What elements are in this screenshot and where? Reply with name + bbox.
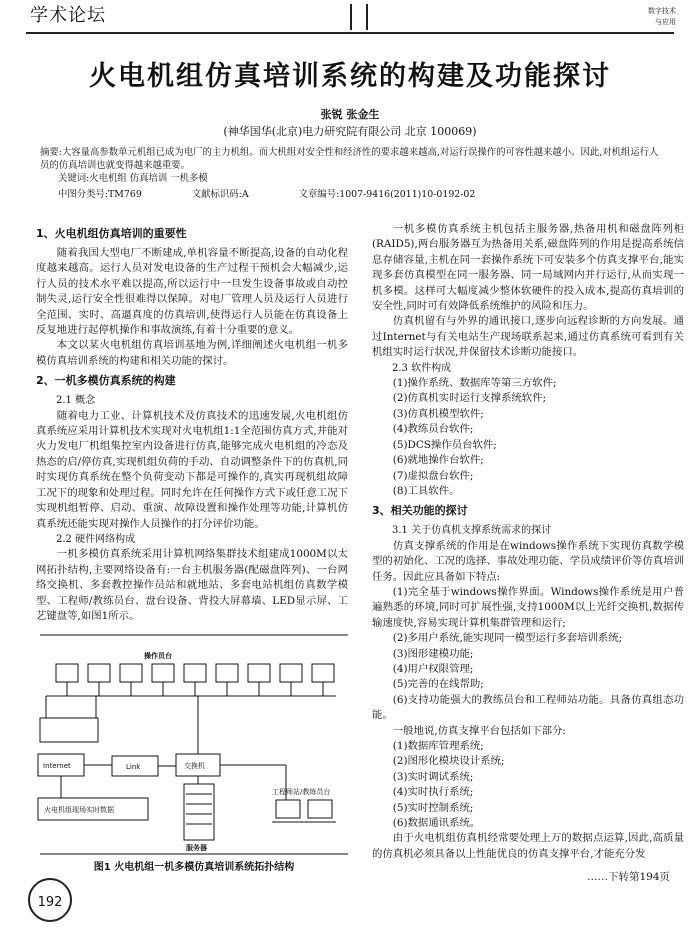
platform-list — [372, 739, 684, 831]
paragraph: 仿真机留有与外界的通讯接口,逐步向远程诊断的方向发展。通过Internet与有关电站生产现场联系起来,通过仿真系统可看到有关机组实时运行状况,并保留技术诊断功能接口。 — [372, 315, 684, 359]
page-number: 192 — [28, 878, 72, 922]
operator-monitor — [56, 664, 78, 682]
list-item: (2)多用户系统,能实现同一模型运行多套培训系统; — [392, 632, 623, 645]
list-item: (4)用户权限管理; — [392, 662, 474, 675]
abstract-text: 摘要:大容量高参数单元机组已成为电厂的主力机组。而大机组对安全性和经济性的要求越来越高,对运行误操作的可容性越来越小。因此,对机组运行人员的仿真培训也就变得越来越重要。 — [40, 147, 659, 171]
continued-note: ……下转第194页 — [586, 871, 670, 883]
list-item: (3)实时调试系统; — [392, 770, 474, 783]
paragraph: (6)支持功能强大的教练员台和工程师站功能。具备仿真组态功能。 — [372, 693, 684, 722]
operator-stations — [56, 664, 334, 682]
header-rule — [26, 32, 674, 34]
operator-monitor — [216, 664, 238, 682]
right-column — [372, 222, 684, 862]
server-rack — [184, 784, 214, 840]
subheading-3-1: 3.1 关于仿真机支撑系统需求的探讨 — [392, 525, 552, 537]
article-number: 文章编号:1007-9416(2011)10-0192-02 — [298, 189, 476, 200]
list-item: (6)就地操作台软件; — [392, 454, 484, 467]
realtime-data-label: 火电机组现场实时数据 — [44, 806, 114, 814]
topology-figure — [36, 632, 352, 858]
switch-label: 交换机 — [184, 762, 205, 770]
list-item: (6)数据通讯系统。 — [392, 817, 481, 830]
section-heading-3: 3、相关功能的探讨 — [372, 504, 468, 518]
instructor-monitor — [308, 800, 332, 818]
list-item: (1)数据库管理系统; — [392, 740, 484, 752]
paragraph: 随着我国大型电厂不断建成,单机容量不断提高,设备的自动化程度越来越高。运行人员对发电设备的生产过程干预机会大幅减少,运行人员的技术水平难以提高,所以运行中一旦发生设备事故或自动控制失灵,运行安全性很难得以保障。对电厂管理人员及运行人员进行全范围、实时、高逼真度的仿真培训,使得运行人员能在仿真设备上反复地进行起停机操作和事故演练,有着十分重要的意义。 — [36, 247, 348, 337]
left-column — [36, 222, 348, 624]
list-item: (5)完善的在线帮助; — [392, 678, 484, 691]
list-item: (1)操作系统、数据库等第三方软件; — [392, 377, 557, 390]
list-item: (3)图形建模功能; — [392, 647, 474, 660]
subheading-2-1: 2.1 概念 — [56, 395, 96, 407]
list-item: (5)DCS操作员台软件; — [392, 438, 497, 451]
logo-bottom-text: 与应用 — [655, 18, 676, 26]
list-item: (2)仿真机实时运行支撑系统软件; — [392, 392, 547, 405]
subheading-2-2: 2.2 硬件网络构成 — [56, 533, 136, 545]
list-item: (5)实时控制系统; — [392, 801, 474, 814]
link-label: Link — [126, 763, 141, 771]
link-block — [40, 718, 98, 742]
subheading-2-3: 2.3 软件构成 — [392, 362, 452, 374]
section-heading-1: 1、火电机组仿真培训的重要性 — [36, 227, 187, 240]
list-item: (3)仿真机模型软件; — [392, 407, 484, 420]
operator-monitor — [280, 664, 302, 682]
keywords: 关键词:火电机组 仿真培训 一机多模 — [58, 173, 208, 184]
feature-list — [372, 631, 684, 693]
clc-number: 中图分类号:TM769 — [58, 189, 142, 200]
software-list — [372, 376, 684, 499]
paragraph: 由于火电机组仿真机经常要处理上万的数据点运算,因此,高质量的仿真机必须具备以上性能优良的仿真支撑平台,才能充分发 — [372, 832, 684, 860]
operator-monitor — [184, 664, 206, 682]
operator-monitor — [312, 664, 334, 682]
list-item: (2)图形化模块设计系统; — [392, 755, 505, 768]
operator-station-label: 操作员台 — [144, 652, 172, 660]
affiliation: (神华国华(北京)电力研究院有限公司 北京 100069) — [223, 125, 477, 138]
paragraph: 随着电力工业、计算机技术及仿真技术的迅速发展,火电机组仿真系统应采用计算机技术实现对火电机组1:1全范围仿真方式,并能对火力发电厂机组集控室内设备进行仿真,能够完成火电机组的冷态及热态的启/停仿真,实现机组负荷的手动、自动调整条件下的仿真机,同时实现仿真系统在整个负荷变动下都是可操作的,真实再现机组故障工况下的现象和处理过程。同时允许在任何操作方式下或任意工况下实现机组暂停、启动、重演、故障设置和操作处理等功能,计算机仿真系统还能实现对操作人员操作的打分评价功能。 — [36, 409, 348, 530]
list-item: (8)工具软件。 — [392, 484, 460, 497]
paper-title: 火电机组仿真培训系统的构建及功能探讨 — [89, 61, 611, 92]
engineer-station-label: 工程师站/教练员台 — [272, 788, 331, 796]
paragraph: 一般地说,仿真支撑平台包括如下部分: — [392, 724, 566, 737]
paragraph: (1)完全基于windows操作界面。Windows操作系统是用户普遍熟悉的环境,同时可扩展性强,支持1000M以上光纤交换机,数据传输速度快,容易实现计算机集群管理和运行; — [372, 585, 684, 629]
operator-monitor — [120, 664, 142, 682]
paragraph: 仿真支撑系统的作用是在windows操作系统下实现仿真数学模型的初始化、工况的选择、事故处理功能、学员成绩评价等仿真培训任务。因此应具备如下特点: — [372, 539, 684, 583]
paragraph: 一机多模仿真系统主机包括主服务器,热备用机和磁盘阵列柜(RAID5),两台服务器互为热备用关系,磁盘阵列的作用是提高系统信息存储容量,主机在同一套操作系统下可安装多个仿真支撑平台,能实现多套仿真模型在同一服务器、同一局域网内并行运行,从而实现一机多模。这样可大幅度减少整体软硬件的投入成本,提高仿真培训的安全性,同时可有效降低系统维护的风险和压力。 — [372, 223, 684, 313]
internet-label: Internet — [43, 762, 71, 770]
list-item: (7)虚拟盘台软件; — [392, 469, 474, 482]
journal-section-label: 学术论坛 — [30, 5, 106, 26]
paragraph: 一机多模仿真系统采用计算机网络集群技术组建成1000M以太网拓扑结构,主要网络设备有:一台主机服务器(配磁盘阵列)、一台网络交换机、多套教控操作员站和就地站、多套电站机组仿真数学模型、工程师/教练员台、盘台设备、背投大屏幕墙、LED显示屏、工艺键盘等,如图1所示。 — [36, 548, 348, 622]
meta-row — [58, 187, 658, 202]
list-item: (4)实时执行系统; — [392, 786, 474, 799]
authors: 张锐 张金生 — [320, 108, 380, 121]
engineer-monitor — [276, 800, 300, 818]
paragraph: 本文以某火电机组仿真培训基地为例,详细阐述火电机组一机多模仿真培训系统的构建和相关功能的探讨。 — [36, 339, 348, 367]
journal-logo — [618, 6, 676, 30]
figure-caption: 图1 火电机组一机多模仿真培训系统拓扑结构 — [93, 862, 295, 873]
header-divider-bars — [350, 4, 368, 30]
operator-monitor — [248, 664, 270, 682]
section-heading-2: 2、一机多模仿真系统的构建 — [36, 374, 176, 388]
list-item: (4)教练员台软件; — [392, 423, 474, 436]
operator-monitor — [88, 664, 110, 682]
document-code: 文献标识码:A — [191, 189, 249, 200]
operator-monitor — [152, 664, 174, 682]
server-label: 服务器 — [186, 844, 207, 852]
abstract-block — [40, 146, 662, 185]
logo-top-text: 数字技术 — [648, 7, 676, 15]
